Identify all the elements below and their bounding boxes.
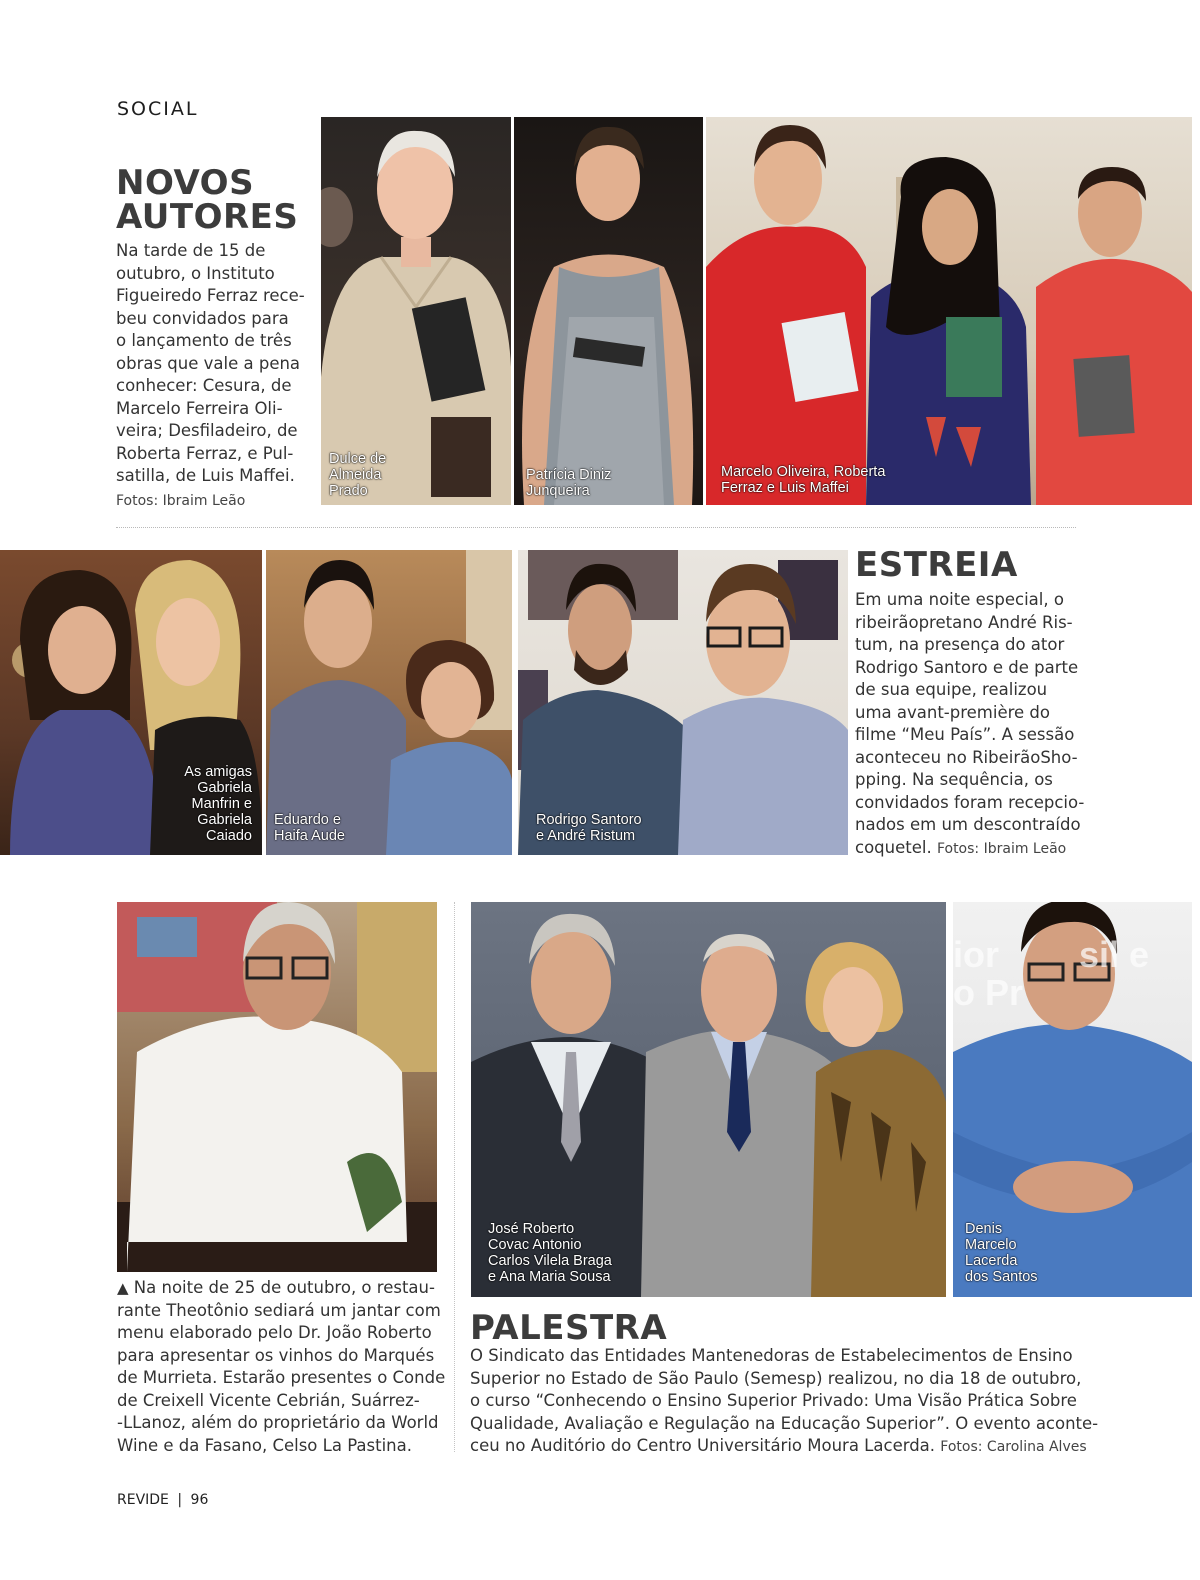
photo-amigas-gabriela (0, 550, 262, 855)
body-line: de Murrieta. Estarão presentes o Conde (117, 1368, 446, 1387)
page-number: 96 (190, 1492, 209, 1508)
screen-text: ior (953, 934, 1000, 975)
body-line: uma avant-première do (855, 702, 1050, 722)
caption-line: Eduardo e (274, 812, 341, 828)
body-line: Wine e da Fasano, Celso La Pastina. (117, 1435, 412, 1455)
caption-line: Lacerda (965, 1253, 1018, 1269)
photo-illustration (518, 550, 848, 855)
photo-credit: Fotos: Ibraim Leão (116, 492, 246, 509)
screen-text: sil e (1079, 934, 1150, 975)
caption-line: Rodrigo Santoro (536, 812, 642, 828)
photo-eduardo-haifa-aude (266, 550, 512, 855)
body-line: satilla, de Luis Maffei. (116, 466, 295, 485)
body-line: Roberta Ferraz, e Pul- (116, 443, 294, 463)
photo-credit: Fotos: Carolina Alves (940, 1439, 1087, 1455)
footer-separator: | (177, 1492, 183, 1508)
caption-line: Caiado (206, 828, 252, 844)
column-divider (454, 902, 455, 1452)
caption-line: As amigas (184, 764, 252, 780)
photo-illustration (706, 117, 1192, 505)
photo-caption (184, 764, 252, 844)
photo-marcelo-roberta-luis (706, 117, 1192, 505)
photo-dulce-de-almeida-prado (321, 117, 511, 505)
body-line: veira; Desfiladeiro, de (116, 421, 298, 440)
caption-line: Haifa Aude (274, 828, 345, 844)
body-line: de sua equipe, realizou (855, 680, 1048, 699)
body-line-text: Na noite de 25 de outubro, o restau- (133, 1278, 435, 1297)
caption-line: Junqueira (526, 483, 590, 499)
body-line: obras que vale a pena (116, 353, 301, 373)
caption-line: Marcelo (965, 1237, 1017, 1253)
body-line: Na tarde de 15 de (116, 241, 266, 260)
caption-line: Prado (329, 483, 368, 499)
article-body-palestra (470, 1345, 1099, 1459)
body-line: Qualidade, Avaliação e Regulação na Educação Superior”. O evento aconte- (470, 1413, 1099, 1433)
caption-line: Dulce de (329, 451, 387, 467)
caption-line: Denis (965, 1221, 1003, 1237)
body-line: Figueiredo Ferraz rece- (116, 286, 305, 305)
body-line: -LLanoz, além do proprietário da World (117, 1413, 439, 1432)
photo-illustration (117, 902, 437, 1272)
body-line: de Creixell Vicente Cebrián, Suárrez- (117, 1390, 420, 1410)
body-line: ribeirãopretano André Ris- (855, 612, 1073, 632)
headline-palestra: PALESTRA (470, 1308, 668, 1348)
photo-palestra-group (471, 902, 946, 1297)
headline-line: NOVOS (116, 163, 255, 203)
body-line: para apresentar os vinhos do Marqués (117, 1345, 435, 1365)
photo-caption (526, 467, 611, 499)
body-line: Marcelo Ferreira Oli- (116, 398, 283, 418)
body-line: nados em um descontraído (855, 815, 1081, 834)
body-line: aconteceu no RibeirãoSho- (855, 747, 1078, 767)
caption-line: Covac Antonio (488, 1237, 582, 1253)
caption-line: Carlos Vilela Braga (488, 1253, 612, 1269)
screen-text: o Pr (953, 972, 1024, 1013)
photo-caption (536, 812, 642, 844)
body-line: o lançamento de três (116, 331, 292, 350)
caption-line: José Roberto (488, 1221, 575, 1237)
photo-caption (488, 1221, 612, 1285)
caption-line: Almeida (329, 467, 382, 483)
magazine-name: REVIDE (117, 1492, 169, 1508)
caption-line: e André Ristum (536, 828, 636, 844)
headline-estreia: ESTREIA (855, 545, 1018, 585)
body-line (470, 1435, 1090, 1459)
photo-credit: Fotos: Ibraim Leão (936, 840, 1067, 857)
photo-caption (721, 464, 885, 496)
caption-line: Gabriela (197, 812, 252, 828)
article-body-jantar (117, 1277, 447, 1457)
photo-caption (274, 812, 345, 844)
caption-line: Gabriela (197, 780, 252, 796)
body-line: Superior no Estado de São Paulo (Semesp) realizou, no dia 18 de outubro, (470, 1368, 1082, 1388)
caption-line: Manfrin e (191, 796, 252, 812)
photo-patricia-diniz-junqueira (514, 117, 703, 505)
photo-illustration (321, 117, 511, 505)
article-body-estreia (855, 589, 1090, 860)
body-line: convidados foram recepcio- (855, 792, 1085, 812)
body-line: rante Theotônio sediará um jantar com (117, 1300, 441, 1320)
photo-caption (329, 451, 386, 499)
photo-rodrigo-santoro-andre-ristum (518, 550, 848, 855)
body-line: conhecer: Cesura, de (116, 376, 292, 395)
body-line (117, 1277, 447, 1300)
section-label: SOCIAL (117, 98, 199, 120)
body-line: pping. Na sequência, os (855, 770, 1053, 789)
article-body-novos-autores (116, 240, 316, 512)
page-footer (117, 1492, 208, 1508)
caption-line: e Ana Maria Sousa (488, 1269, 611, 1285)
photo-restaurant-host (117, 902, 437, 1272)
body-line: menu elaborado pelo Dr. João Roberto (117, 1323, 432, 1342)
caption-line: Patrícia Diniz (526, 467, 612, 483)
body-line: o curso “Conhecendo o Ensino Superior Privado: Uma Visão Prática Sobre (470, 1391, 1077, 1410)
photo-illustration (266, 550, 512, 855)
section-divider (116, 527, 1076, 528)
photo-denis-marcelo-lacerda (953, 902, 1192, 1297)
body-line: Em uma noite especial, o (855, 590, 1064, 609)
headline-line: AUTORES (116, 197, 299, 237)
body-line: filme “Meu País”. A sessão (855, 725, 1075, 744)
caption-line: Marcelo Oliveira, Roberta (721, 464, 886, 480)
caption-line: Ferraz e Luis Maffei (721, 480, 849, 496)
body-line (855, 837, 1090, 861)
photo-illustration (514, 117, 703, 505)
triangle-up-icon: ▲ (117, 1279, 129, 1297)
body-line-text: coquetel. (855, 837, 932, 857)
body-line: Rodrigo Santoro e de parte (855, 657, 1079, 677)
body-line: O Sindicato das Entidades Mantenedoras de Estabelecimentos de Ensino (470, 1346, 1073, 1365)
body-line: beu convidados para (116, 308, 289, 328)
body-line: tum, na presença do ator (855, 635, 1065, 654)
body-line: outubro, o Instituto (116, 263, 275, 283)
background-screen-text (953, 936, 1149, 1012)
headline-novos-autores (116, 163, 299, 237)
body-line-text: ceu no Auditório do Centro Universitário Moura Lacerda. (470, 1436, 936, 1455)
photo-caption (965, 1221, 1038, 1285)
caption-line: dos Santos (965, 1269, 1038, 1285)
